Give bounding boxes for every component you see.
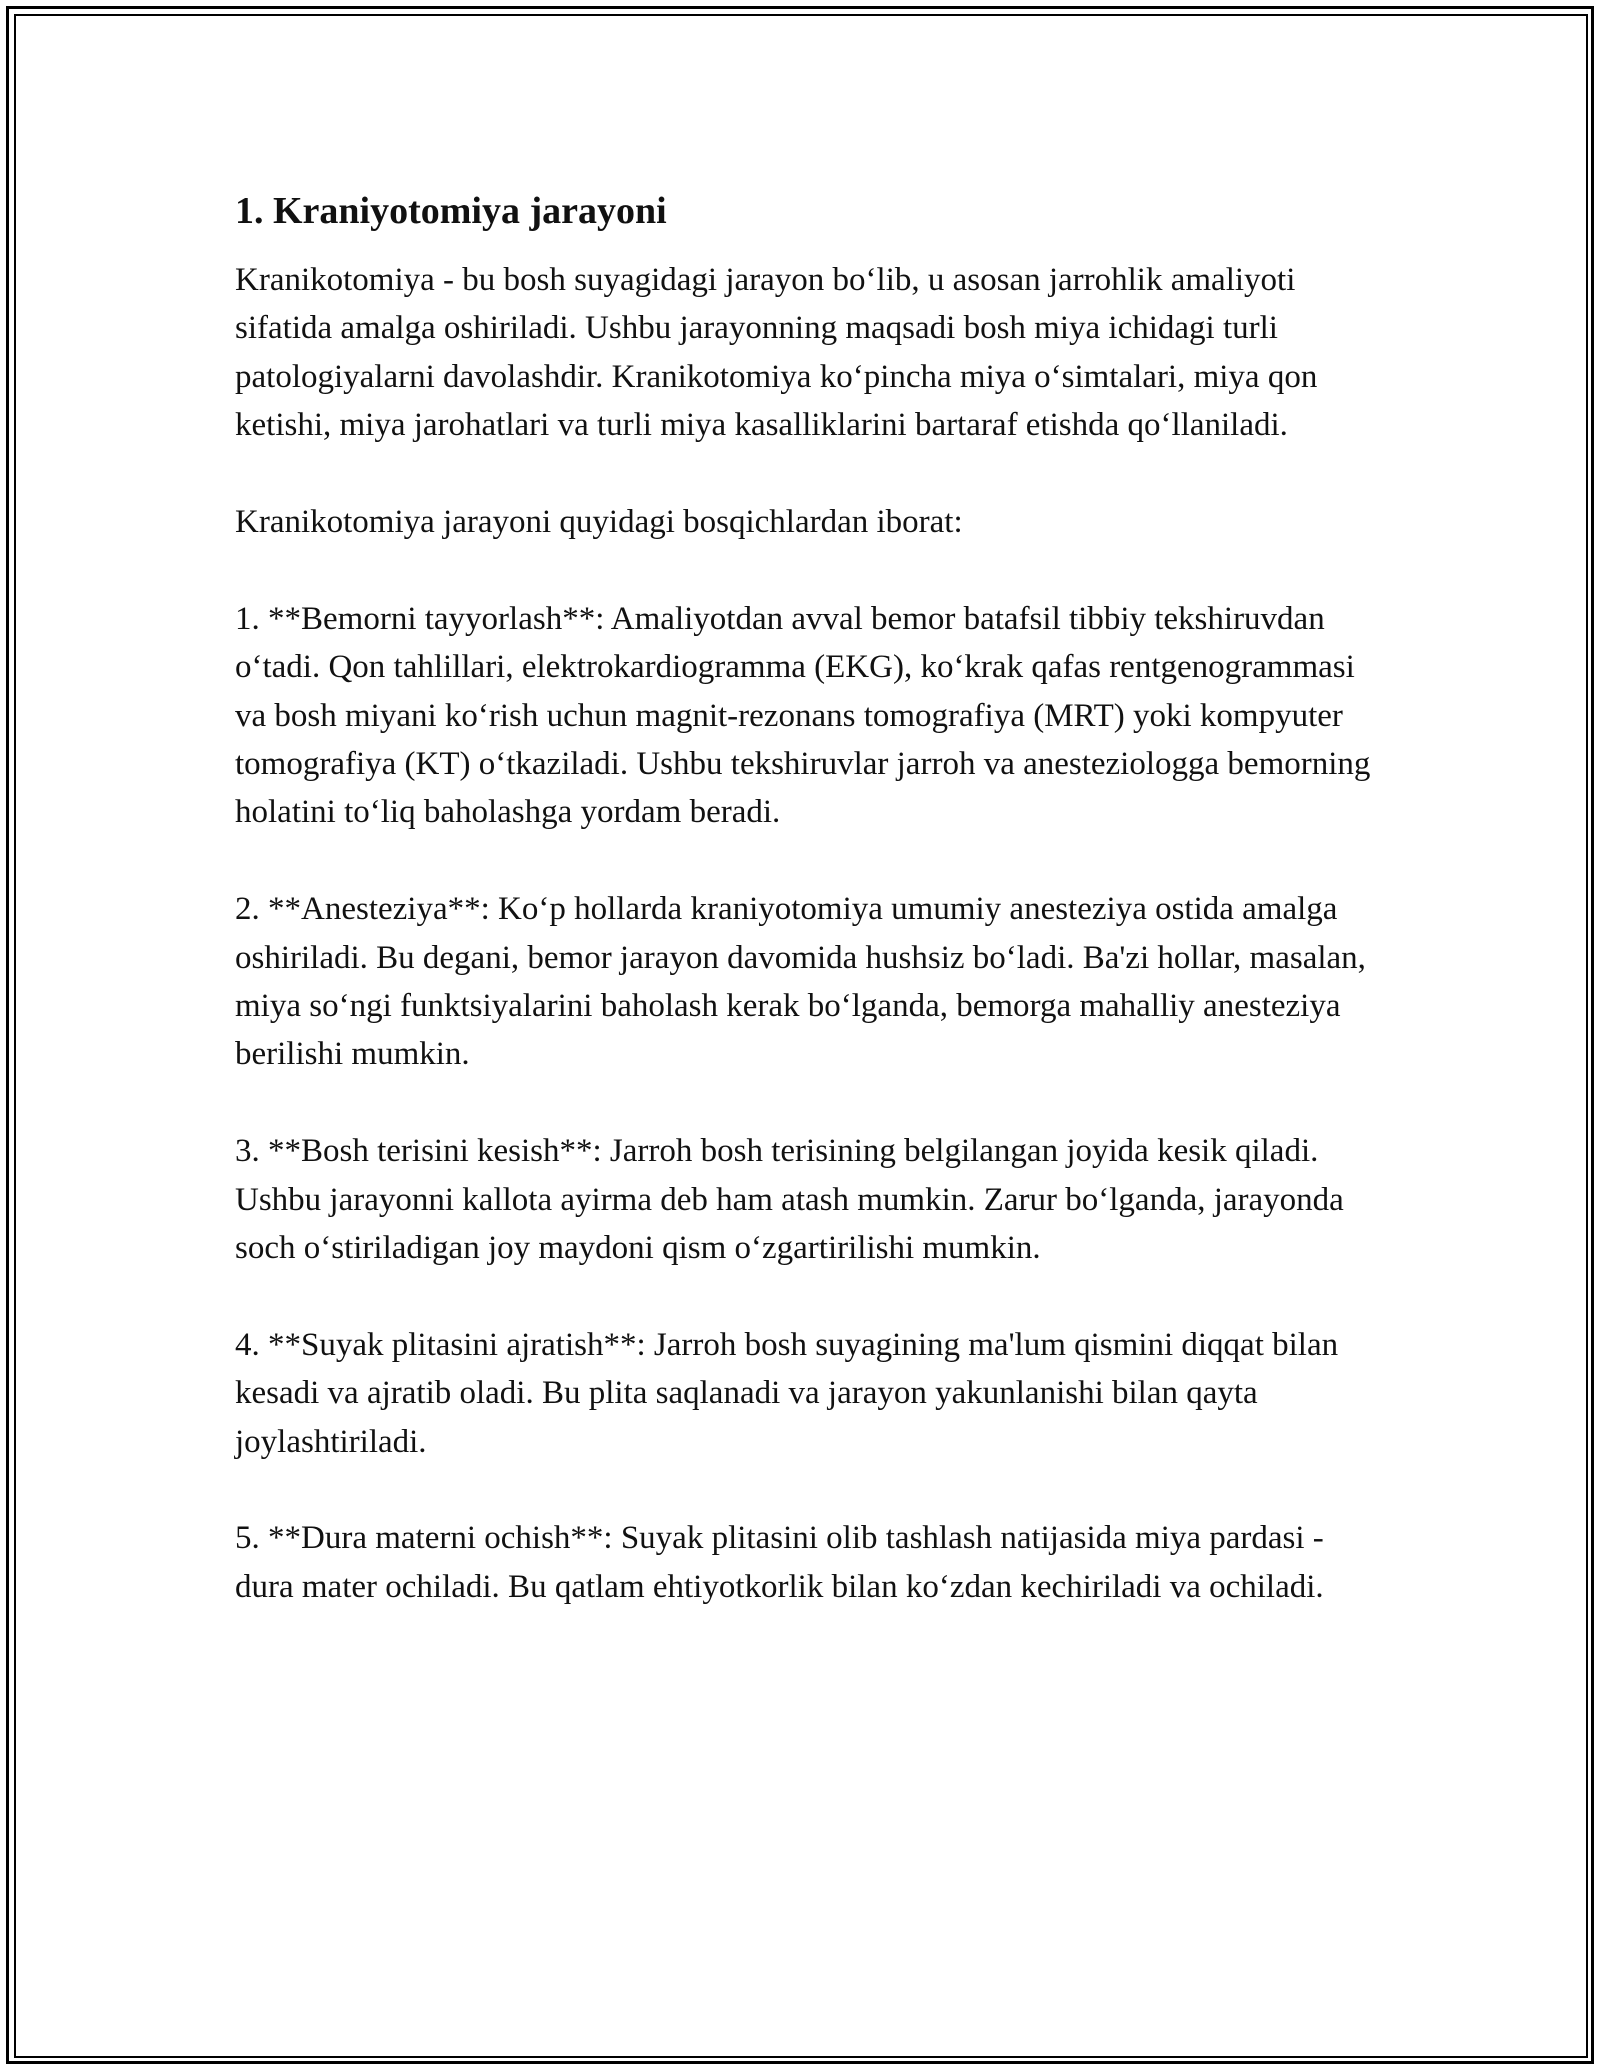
step-4-paragraph: 4. **Suyak plitasini ajratish**: Jarroh bosh suyagining ma'lum qismini diqqat bilan kesadi va ajratib oladi. Bu plita saqlanadi va jarayon yakunlanishi bilan qayta joylashtiriladi. (235, 1326, 1339, 1460)
document-body (235, 186, 1375, 1660)
intro-paragraph: Kranikotomiya - bu bosh suyagidagi jarayon bo‘lib, u asosan jarrohlik amaliyoti sifatida amalga oshiriladi. Ushbu jarayonning maqsadi bosh miya ichidagi turli patologiyalarni davolashdir. Kranikotomiya ko‘pincha miya o‘simtalari, miya qon ketishi, miya jarohatlari va turli miya kasalliklarini bartaraf etishda qo‘llaniladi. (235, 262, 1318, 444)
step-3-paragraph: 3. **Bosh terisini kesish**: Jarroh bosh terisining belgilangan joyida kesik qiladi. Ushbu jarayonni kallota ayirma deb ham atash mumkin. Zarur bo‘lganda, jarayonda soch o‘stiriladigan joy maydoni qism o‘zgartirilishi mumkin. (235, 1133, 1344, 1267)
step-5-paragraph: 5. **Dura materni ochish**: Suyak plitasini olib tashlash natijasida miya pardasi - dura mater ochiladi. Bu qatlam ehtiyotkorlik bilan ko‘zdan kechiriladi va ochiladi. (235, 1520, 1324, 1605)
section-heading: 1. Kraniyotomiya jarayoni (235, 190, 667, 232)
stages-intro-paragraph: Kranikotomiya jarayoni quyidagi bosqichlardan iborat: (235, 504, 963, 541)
step-1-paragraph: 1. **Bemorni tayyorlash**: Amaliyotdan avval bemor batafsil tibbiy tekshiruvdan o‘tadi. Qon tahlillari, elektrokardiogramma (EKG), ko‘krak qafas rentgenogrammasi va bosh miyani ko‘rish uchun magnit-rezonans tomografiya (MRT) yoki kompyuter tomografiya (KT) o‘tkaziladi. Ushbu tekshiruvlar jarroh va anesteziologga bemorning holatini to‘liq baholashga yordam beradi. (235, 600, 1371, 831)
step-2-paragraph: 2. **Anesteziya**: Ko‘p hollarda kraniyotomiya umumiy anesteziya ostida amalga oshiriladi. Bu degani, bemor jarayon davomida hushsiz bo‘ladi. Ba'zi hollar, masalan, miya so‘ngi funktsiyalarini baholash kerak bo‘lganda, bemorga mahalliy anesteziya berilishi mumkin. (235, 891, 1366, 1073)
